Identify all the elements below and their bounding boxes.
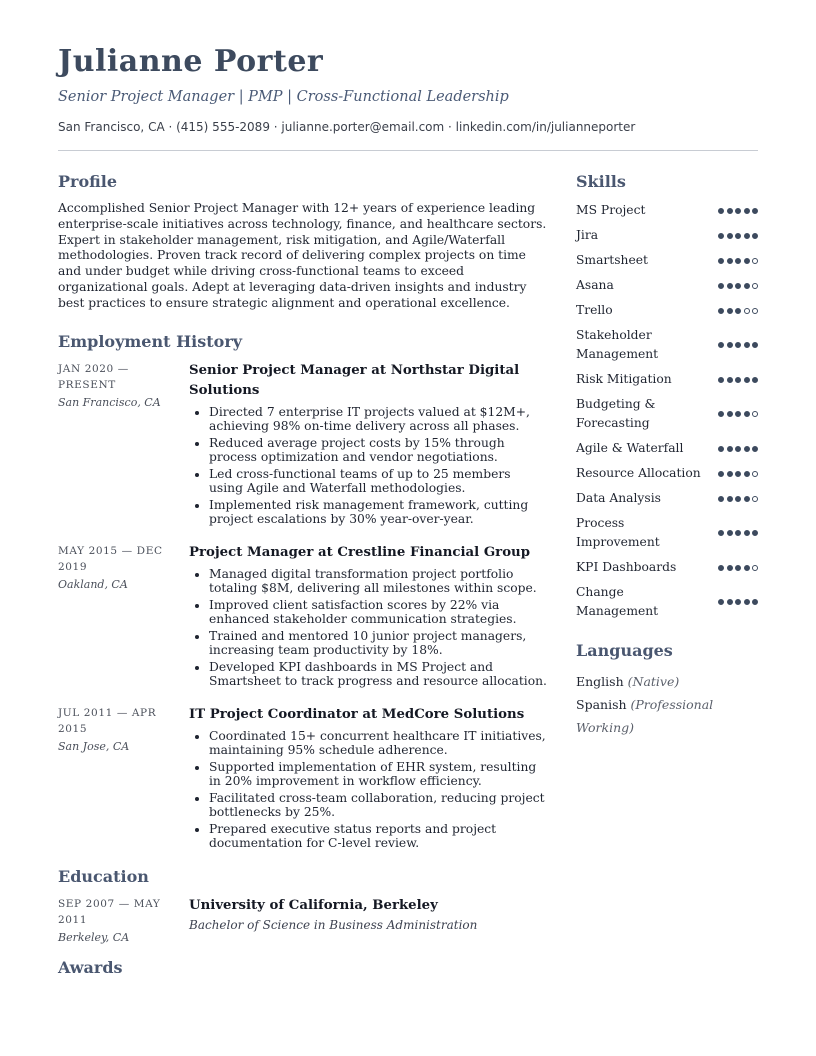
rating-dot-filled	[727, 208, 733, 214]
rating-dot-filled	[727, 258, 733, 264]
rating-dot-empty	[752, 283, 758, 289]
awards-heading: Awards	[58, 957, 123, 977]
main-column	[58, 172, 548, 987]
education-dates: SEP 2007 — MAY 2011	[58, 897, 161, 926]
rating-dot-filled	[735, 308, 741, 314]
rating-dot-empty	[752, 471, 758, 477]
rating-dot-filled	[718, 283, 724, 289]
skill-label: Jira	[576, 228, 599, 242]
languages-heading: Languages	[576, 641, 673, 660]
skill-row	[576, 226, 758, 245]
languages-list	[576, 670, 758, 739]
job-body	[189, 543, 548, 691]
rating-dot-filled	[744, 377, 750, 383]
rating-dot-filled	[735, 233, 741, 239]
rating-dot-filled	[744, 446, 750, 452]
rating-dot-filled	[718, 258, 724, 264]
rating-dot-filled	[735, 471, 741, 477]
rating-dot-filled	[752, 377, 758, 383]
job-bullet: • Directed 7 enterprise IT projects valued at $12M+, achieving 98% on-time delivery across all phases.	[209, 405, 548, 434]
rating-dot-filled	[718, 411, 724, 417]
language-row	[576, 670, 758, 693]
job-bullet: • Supported implementation of EHR system, resulting in 20% improvement in workflow efficiency.	[209, 760, 548, 789]
skill-rating	[718, 208, 758, 214]
rating-dot-filled	[744, 283, 750, 289]
rating-dot-filled	[752, 446, 758, 452]
language-level: (Native)	[627, 674, 680, 689]
job-body	[189, 705, 548, 853]
job-entry	[58, 361, 548, 529]
skill-row	[576, 201, 758, 220]
rating-dot-filled	[735, 530, 741, 536]
skill-row	[576, 395, 758, 433]
skill-rating	[718, 446, 758, 452]
candidate-name: Julianne Porter	[58, 44, 324, 79]
job-bullet: • Coordinated 15+ concurrent healthcare IT initiatives, maintaining 95% schedule adherence.	[209, 729, 548, 758]
rating-dot-filled	[735, 496, 741, 502]
skill-rating	[718, 308, 758, 314]
rating-dot-filled	[744, 496, 750, 502]
education-entry	[58, 896, 548, 944]
rating-dot-filled	[735, 208, 741, 214]
rating-dot-filled	[735, 283, 741, 289]
skill-label: KPI Dashboards	[576, 560, 677, 574]
rating-dot-filled	[744, 471, 750, 477]
rating-dot-filled	[735, 599, 741, 605]
rating-dot-filled	[727, 530, 733, 536]
rating-dot-filled	[752, 208, 758, 214]
skill-row	[576, 326, 758, 364]
rating-dot-filled	[744, 258, 750, 264]
resume-page	[58, 0, 758, 1056]
rating-dot-filled	[727, 308, 733, 314]
skill-label: Data Analysis	[576, 491, 661, 505]
degree-name: Bachelor of Science in Business Administration	[189, 917, 478, 932]
skill-row	[576, 276, 758, 295]
skill-label: Change Management	[576, 585, 659, 618]
skill-rating	[718, 530, 758, 536]
skill-label: Agile & Waterfall	[576, 441, 684, 455]
job-bullet: • Facilitated cross-team collaboration, reducing project bottlenecks by 25%.	[209, 791, 548, 820]
rating-dot-filled	[718, 208, 724, 214]
skill-row	[576, 489, 758, 508]
rating-dot-filled	[735, 342, 741, 348]
skill-label: Trello	[576, 303, 613, 317]
skill-row	[576, 251, 758, 270]
job-location: Oakland, CA	[58, 577, 128, 591]
rating-dot-filled	[727, 471, 733, 477]
rating-dot-filled	[727, 342, 733, 348]
profile-heading: Profile	[58, 172, 118, 191]
skill-rating	[718, 411, 758, 417]
job-entry	[58, 705, 548, 853]
rating-dot-filled	[744, 233, 750, 239]
rating-dot-filled	[727, 599, 733, 605]
job-bullet: • Trained and mentored 10 junior project managers, increasing team productivity by 18%.	[209, 629, 548, 658]
job-meta	[58, 543, 189, 691]
skill-rating	[718, 599, 758, 605]
skill-row	[576, 370, 758, 389]
rating-dot-filled	[718, 233, 724, 239]
skill-rating	[718, 233, 758, 239]
rating-dot-filled	[744, 411, 750, 417]
school-name: University of California, Berkeley	[189, 897, 438, 913]
skill-row	[576, 583, 758, 621]
skill-label: Budgeting & Forecasting	[576, 397, 656, 430]
skills-list	[576, 201, 758, 621]
job-title: Senior Project Manager at Northstar Digital Solutions	[189, 362, 520, 398]
job-bullets	[189, 567, 548, 689]
skill-row	[576, 464, 758, 483]
rating-dot-filled	[744, 599, 750, 605]
sidebar-column	[576, 172, 758, 739]
skill-label: Smartsheet	[576, 253, 648, 267]
job-dates: MAY 2015 — DEC 2019	[58, 544, 163, 573]
job-bullet: • Implemented risk management framework, cutting project escalations by 30% year-over-year.	[209, 498, 548, 527]
rating-dot-filled	[727, 565, 733, 571]
rating-dot-filled	[727, 233, 733, 239]
skill-label: Risk Mitigation	[576, 372, 672, 386]
rating-dot-filled	[744, 565, 750, 571]
rating-dot-filled	[752, 342, 758, 348]
rating-dot-empty	[752, 496, 758, 502]
skill-row	[576, 514, 758, 552]
job-title: Project Manager at Crestline Financial Group	[189, 544, 531, 560]
job-dates: JAN 2020 — PRESENT	[58, 362, 129, 391]
rating-dot-filled	[718, 471, 724, 477]
skill-label: Process Improvement	[576, 516, 660, 549]
rating-dot-filled	[744, 208, 750, 214]
job-entry	[58, 543, 548, 691]
education-heading: Education	[58, 866, 149, 886]
job-location: San Francisco, CA	[58, 395, 161, 409]
skill-row	[576, 439, 758, 458]
rating-dot-filled	[727, 496, 733, 502]
rating-dot-filled	[718, 342, 724, 348]
rating-dot-empty	[752, 565, 758, 571]
rating-dot-filled	[718, 446, 724, 452]
job-body	[189, 361, 548, 529]
job-bullet: • Developed KPI dashboards in MS Project and Smartsheet to track progress and resource allocation.	[209, 660, 548, 689]
rating-dot-filled	[718, 496, 724, 502]
language-row	[576, 693, 758, 739]
job-dates: JUL 2011 — APR 2015	[58, 706, 157, 735]
job-bullets	[189, 729, 548, 851]
profile-summary: Accomplished Senior Project Manager with 12+ years of experience leading enterprise-scale initiatives across technology, finance, and healthcare sectors. Expert in stakeholder management, risk mitigation, and Agile/Waterfall methodologies. Proven track record of delivering complex projects on time and under budget while driving cross-functional teams to exceed organizational goals. Adept at leveraging data-driven insights and industry best practices to ensure strategic alignment and operational excellence.	[58, 201, 547, 310]
rating-dot-filled	[744, 530, 750, 536]
education-location: Berkeley, CA	[58, 930, 130, 944]
rating-dot-filled	[727, 411, 733, 417]
rating-dot-filled	[744, 342, 750, 348]
rating-dot-filled	[735, 565, 741, 571]
language-level: (Professional Working)	[576, 697, 714, 735]
job-bullet: • Led cross-functional teams of up to 25 members using Agile and Waterfall methodologies.	[209, 467, 548, 496]
skill-rating	[718, 496, 758, 502]
skills-heading: Skills	[576, 172, 626, 191]
job-bullet: • Managed digital transformation project portfolio totaling $8M, delivering all milestones within scope.	[209, 567, 548, 596]
rating-dot-filled	[718, 308, 724, 314]
skill-row	[576, 301, 758, 320]
skill-rating	[718, 471, 758, 477]
rating-dot-filled	[718, 599, 724, 605]
job-bullet: • Improved client satisfaction scores by 22% via enhanced stakeholder communication strategies.	[209, 598, 548, 627]
rating-dot-filled	[718, 530, 724, 536]
skill-rating	[718, 342, 758, 348]
job-location: San Jose, CA	[58, 739, 130, 753]
employment-heading: Employment History	[58, 331, 243, 351]
job-bullets	[189, 405, 548, 527]
candidate-tagline: Senior Project Manager | PMP | Cross-Functional Leadership	[58, 89, 509, 105]
skill-label: Resource Allocation	[576, 466, 701, 480]
rating-dot-filled	[752, 233, 758, 239]
skill-row	[576, 558, 758, 577]
skill-rating	[718, 283, 758, 289]
employment-list	[58, 361, 548, 853]
skill-rating	[718, 377, 758, 383]
rating-dot-empty	[752, 258, 758, 264]
rating-dot-filled	[718, 377, 724, 383]
rating-dot-filled	[727, 446, 733, 452]
education-body	[189, 896, 548, 944]
language-name: Spanish	[576, 697, 627, 712]
rating-dot-filled	[727, 377, 733, 383]
skill-rating	[718, 565, 758, 571]
rating-dot-filled	[752, 599, 758, 605]
education-meta	[58, 896, 189, 944]
contact-line: San Francisco, CA · (415) 555-2089 · julianne.porter@email.com · linkedin.com/in/julianneporter	[58, 120, 636, 134]
education-list	[58, 896, 548, 944]
skill-label: MS Project	[576, 203, 646, 217]
job-bullet: • Prepared executive status reports and project documentation for C-level review.	[209, 822, 548, 851]
job-meta	[58, 705, 189, 853]
rating-dot-filled	[735, 411, 741, 417]
job-title: IT Project Coordinator at MedCore Solutions	[189, 706, 525, 722]
rating-dot-empty	[744, 308, 750, 314]
job-meta	[58, 361, 189, 529]
rating-dot-empty	[752, 308, 758, 314]
rating-dot-filled	[727, 283, 733, 289]
language-name: English	[576, 674, 624, 689]
job-bullet: • Reduced average project costs by 15% through process optimization and vendor negotiations.	[209, 436, 548, 465]
rating-dot-filled	[735, 258, 741, 264]
rating-dot-empty	[752, 411, 758, 417]
skill-rating	[718, 258, 758, 264]
rating-dot-filled	[735, 446, 741, 452]
rating-dot-filled	[752, 530, 758, 536]
rating-dot-filled	[735, 377, 741, 383]
rating-dot-filled	[718, 565, 724, 571]
skill-label: Asana	[576, 278, 614, 292]
header-divider	[58, 150, 758, 151]
skill-label: Stakeholder Management	[576, 328, 659, 361]
